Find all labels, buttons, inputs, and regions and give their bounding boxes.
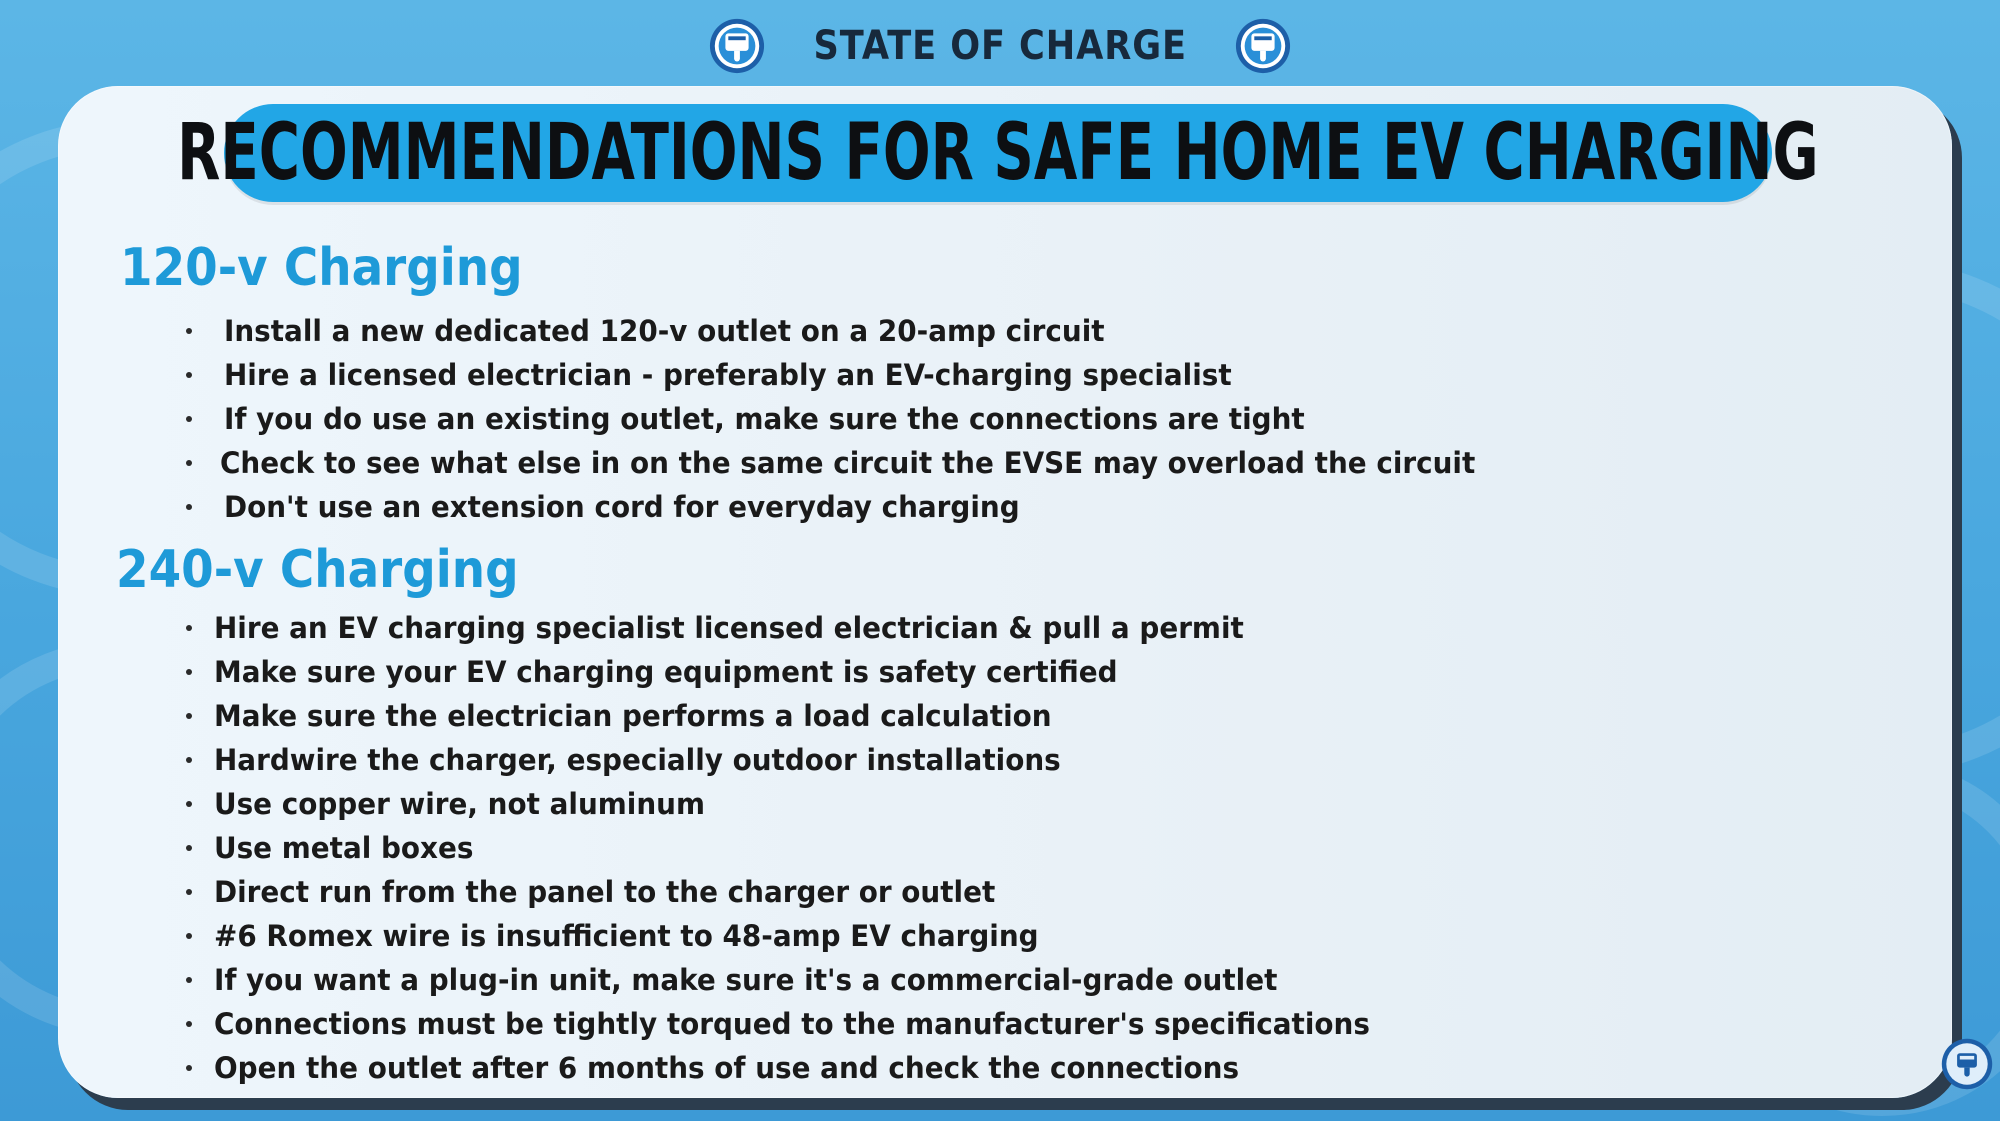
- bullet-icon: [184, 975, 194, 985]
- bullet-icon: [184, 414, 194, 424]
- list-item: Make sure your EV charging equipment is safety certified: [0, 650, 1800, 694]
- list-item: Make sure the electrician performs a load calculation: [0, 694, 1800, 738]
- bullet-icon: [184, 370, 194, 380]
- list-item: Direct run from the panel to the charger or outlet: [0, 870, 1800, 914]
- list-item: If you want a plug-in unit, make sure it's a commercial-grade outlet: [0, 958, 1800, 1002]
- list-item: Hardwire the charger, especially outdoor installations: [0, 738, 1800, 782]
- list-item: Use copper wire, not aluminum: [0, 782, 1800, 826]
- bullet-icon: [184, 623, 194, 633]
- section-120v: [0, 232, 1800, 529]
- list-item: Hire an EV charging specialist licensed electrician & pull a permit: [0, 606, 1800, 650]
- section-heading: 120-v Charging: [120, 238, 523, 298]
- list-item: Install a new dedicated 120-v outlet on a 20-amp circuit: [0, 309, 1800, 353]
- bullet-icon: [184, 931, 194, 941]
- list-item: Check to see what else in on the same circuit the EVSE may overload the circuit: [0, 441, 1800, 485]
- list-item: Connections must be tightly torqued to the manufacturer's specifications: [0, 1002, 1800, 1046]
- list-item: #6 Romex wire is insufficient to 48-amp EV charging: [0, 914, 1800, 958]
- list-item: Open the outlet after 6 months of use and check the connections: [0, 1046, 1800, 1090]
- bullet-icon: [184, 1019, 194, 1029]
- bullet-icon: [184, 458, 194, 468]
- bullet-icon: [184, 1063, 194, 1073]
- list-item: If you do use an existing outlet, make sure the connections are tight: [0, 397, 1800, 441]
- list-item: Hire a licensed electrician - preferably an EV-charging specialist: [0, 353, 1800, 397]
- ev-plug-badge-icon: [1234, 17, 1292, 75]
- bullet-icon: [184, 326, 194, 336]
- section-heading: 240-v Charging: [116, 540, 519, 600]
- slide-title: RECOMMENDATIONS FOR SAFE HOME EV CHARGING: [177, 108, 1819, 198]
- title-banner: [177, 104, 1819, 202]
- ev-plug-badge-icon: [708, 17, 766, 75]
- brand-header: [0, 12, 2000, 80]
- list-item: Use metal boxes: [0, 826, 1800, 870]
- bullet-icon: [184, 502, 194, 512]
- bullet-list: [0, 606, 1800, 1090]
- section-240v: [0, 534, 1800, 1090]
- list-item: Don't use an extension cord for everyday charging: [0, 485, 1800, 529]
- bullet-icon: [184, 755, 194, 765]
- bullet-icon: [184, 799, 194, 809]
- corner-logo-icon: [1940, 1037, 1994, 1091]
- bullet-list: [0, 309, 1800, 529]
- bullet-icon: [184, 667, 194, 677]
- bullet-icon: [184, 887, 194, 897]
- bullet-icon: [184, 711, 194, 721]
- bullet-icon: [184, 843, 194, 853]
- brand-name: STATE OF CHARGE: [813, 23, 1187, 69]
